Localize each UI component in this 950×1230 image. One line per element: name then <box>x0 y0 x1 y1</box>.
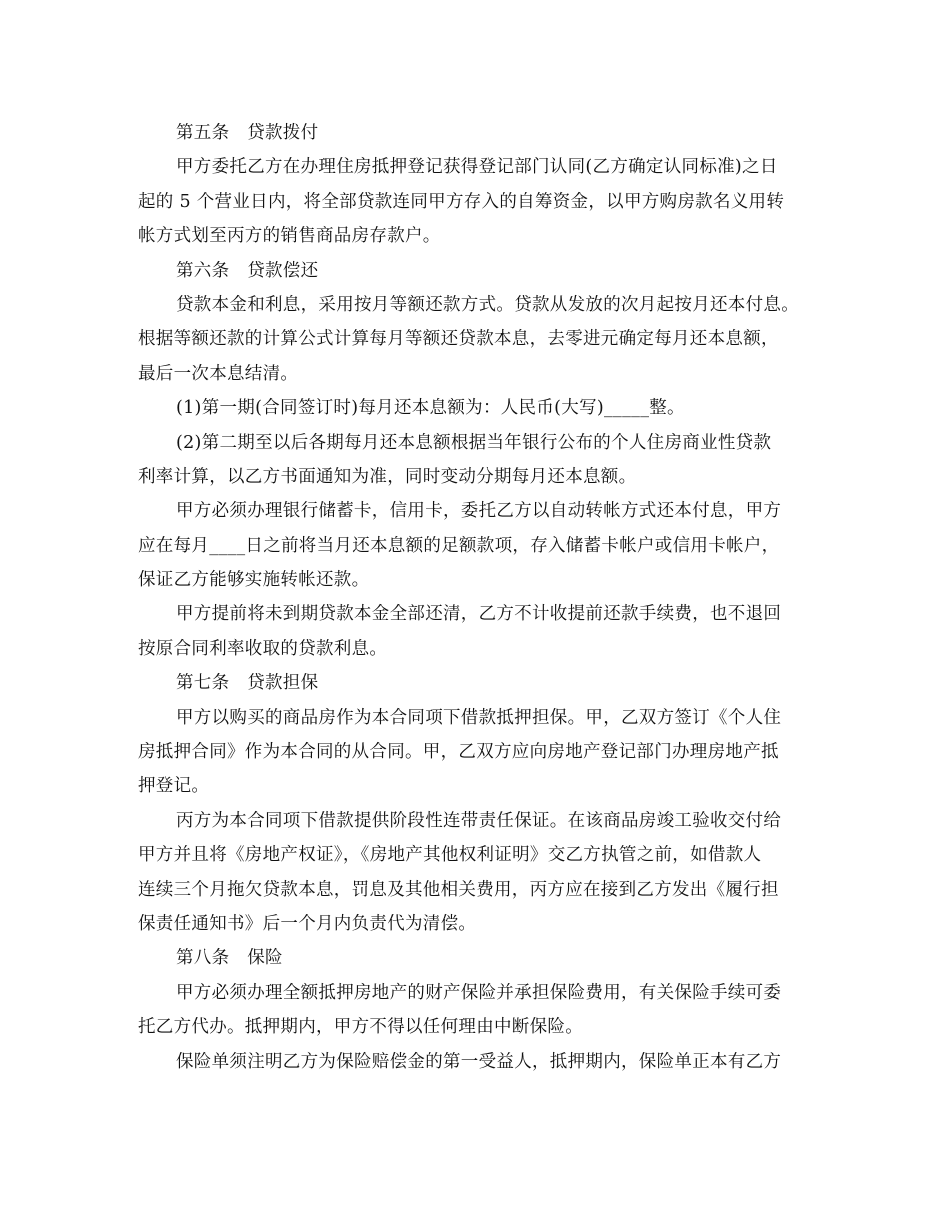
paragraph-line: 甲方以购买的商品房作为本合同项下借款抵押担保。甲，乙双方签订《个人住 <box>176 707 782 728</box>
paragraph-line: 最后一次本息结清。 <box>138 363 299 384</box>
paragraph-line: 保险单须注明乙方为保险赔偿金的第一受益人，抵押期内，保险单正本有乙方 <box>176 1051 782 1072</box>
paragraph-line: 丙方为本合同项下借款提供阶段性连带责任保证。在该商品房竣工验收交付给 <box>176 810 782 831</box>
article-7-heading: 第七条 贷款担保 <box>176 673 319 694</box>
paragraph-line: 起的 5 个营业日内，将全部贷款连同甲方存入的自筹资金，以甲方购房款名义用转 <box>138 191 785 212</box>
article-5-heading: 第五条 贷款拨付 <box>176 123 319 143</box>
paragraph-line: 根据等额还款的计算公式计算每月等额还贷款本息，去零进元确定每月还本息额， <box>138 329 779 350</box>
paragraph-line: 利率计算，以乙方书面通知为准，同时变动分期每月还本息额。 <box>138 466 637 487</box>
paragraph-line: 甲方必须办理全额抵押房地产的财产保险并承担保险费用，有关保险手续可委 <box>176 982 782 1003</box>
paragraph-line: 帐方式划至丙方的销售商品房存款户。 <box>138 226 441 247</box>
paragraph-line: 押登记。 <box>138 776 210 797</box>
paragraph-line: (1)第一期(合同签订时)每月还本息额为：人民币(大写)_____整。 <box>176 398 685 419</box>
paragraph-line: 按原合同利率收取的贷款利息。 <box>138 638 388 659</box>
paragraph-line: 甲方提前将未到期贷款本金全部还清，乙方不计收提前还款手续费，也不退回 <box>176 604 782 625</box>
paragraph-line: 连续三个月拖欠贷款本息，罚息及其他相关费用，丙方应在接到乙方发出《履行担 <box>138 879 779 900</box>
article-6-heading: 第六条 贷款偿还 <box>176 260 319 281</box>
document-body <box>138 116 818 1079</box>
paragraph-line: 托乙方代办。抵押期内，甲方不得以任何理由中断保险。 <box>138 1017 583 1038</box>
paragraph-line: 甲方委托乙方在办理住房抵押登记获得登记部门认同(乙方确定认同标准)之日 <box>176 157 778 178</box>
paragraph-line: (2)第二期至以后各期每月还本息额根据当年银行公布的个人住房商业性贷款 <box>176 432 772 453</box>
paragraph-line: 应在每月____日之前将当月还本息额的足额款项，存入储蓄卡帐户或信用卡帐户， <box>138 535 780 556</box>
paragraph-line: 甲方并且将《房地产权证》，《房地产其他权利证明》交乙方执管之前，如借款人 <box>138 845 762 866</box>
paragraph-line: 保责任通知书》后一个月内负责代为清偿。 <box>138 913 477 934</box>
paragraph-line: 甲方必须办理银行储蓄卡，信用卡，委托乙方以自动转帐方式还本付息，甲方 <box>176 501 782 522</box>
paragraph-line: 保证乙方能够实施转帐还款。 <box>138 570 370 591</box>
paragraph-line: 房抵押合同》作为本合同的从合同。甲，乙双方应向房地产登记部门办理房地产抵 <box>138 742 779 763</box>
article-8-heading: 第八条 保险 <box>176 948 283 969</box>
paragraph-line: 贷款本金和利息，采用按月等额还款方式。贷款从发放的次月起按月还本付息。 <box>176 294 799 315</box>
